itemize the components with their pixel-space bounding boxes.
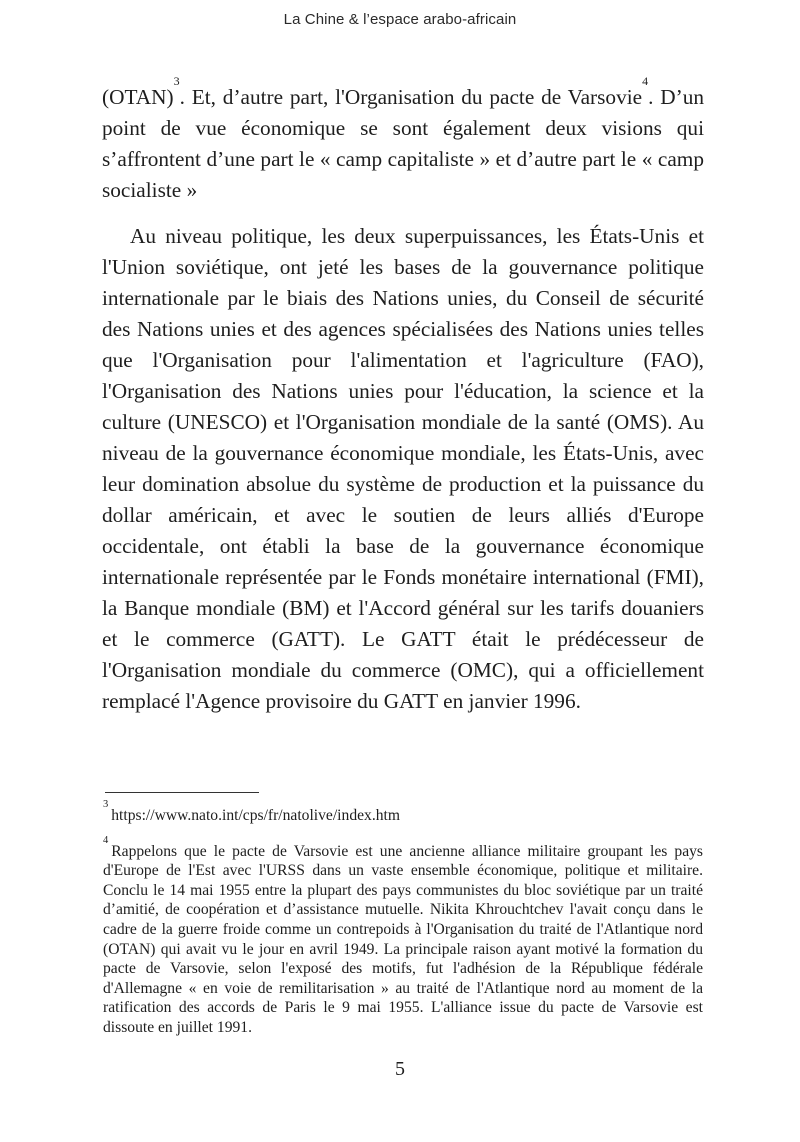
footnote-4 — [103, 834, 703, 1038]
footnote-3 — [103, 799, 703, 826]
paragraph-1 — [102, 74, 704, 206]
footnote-separator-rule — [105, 792, 259, 793]
paragraph-1-segment-1: (OTAN) — [102, 85, 174, 109]
footnote-4-text: Rappelons que le pacte de Varsovie est une ancienne alliance militaire groupant les pays d'Europe de l'Est avec l'URSS dans un vaste ensemble économique, politique et militaire. Conclu le 14 mai 1955 entre la plupart des pays communistes du bloc soviétique par un traité d’amitié, de coopération et d’assistance mutuelle. Nikita Khrouchtchev l'avait conçu dans le cadre de la guerre froide comme un contrepoids à l'Organisation du traité de l'Atlantique nord (OTAN) qui avait vu le jour en avril 1949. La principale raison ayant motivé la formation du pacte de Varsovie, selon l'exposé des motifs, fut l'adhésion de la République fédérale d'Allemagne « en voie de remilitarisation » au traité de l'Atlantique nord au moment de la ratification des accords de Paris le 9 mai 1955. L'alliance issue du pacte de Varsovie est dissoute en juillet 1991. — [103, 842, 703, 1036]
footnote-reference-4[interactable]: 4 — [642, 74, 649, 88]
footnote-4-number: 4 — [103, 834, 109, 846]
paragraph-1-segment-2: . Et, d’autre part, l'Organisation du pacte de Varsovie — [179, 85, 643, 109]
footnote-reference-3[interactable]: 3 — [173, 74, 180, 88]
page-number: 5 — [395, 1058, 405, 1080]
paragraph-2: Au niveau politique, les deux superpuissances, les États-Unis et l'Union soviétique, ont jeté les bases de la gouvernance politique internationale par le biais des Nations unies, du Conseil de sécurité des Nations unies et des agences spécialisées des Nations unies telles que l'Organisation pour l'alimentation et l'agriculture (FAO), l'Organisation des Nations unies pour l'éducation, la science et la culture (UNESCO) et l'Organisation mondiale de la santé (OMS). Au niveau de la gouvernance économique mondiale, les États-Unis, avec leur domination absolue du système de production et la puissance du dollar américain, et avec le soutien de leurs alliés d'Europe occidentale, ont établi la base de la gouvernance économique internationale représentée par le Fonds monétaire international (FMI), la Banque mondiale (BM) et l'Accord général sur les tarifs douaniers et le commerce (GATT). Le GATT était le prédécesseur de l'Organisation mondiale du commerce (OMC), qui a officiellement remplacé l'Agence provisoire du GATT en janvier 1996. — [102, 224, 704, 713]
footnote-3-number: 3 — [103, 799, 109, 810]
footnotes-section — [103, 799, 703, 1038]
running-header: La Chine & l’espace arabo-africain — [283, 11, 517, 28]
main-body-text — [102, 74, 704, 717]
paragraph-1-segment-3: . D’un point de vue économique se sont également deux visions qui s’affrontent d’une part le « camp capitaliste » et d’autre part le « camp socialiste » — [102, 85, 704, 202]
footnote-3-link-text[interactable]: https://www.nato.int/cps/fr/natolive/index.htm — [111, 807, 400, 824]
